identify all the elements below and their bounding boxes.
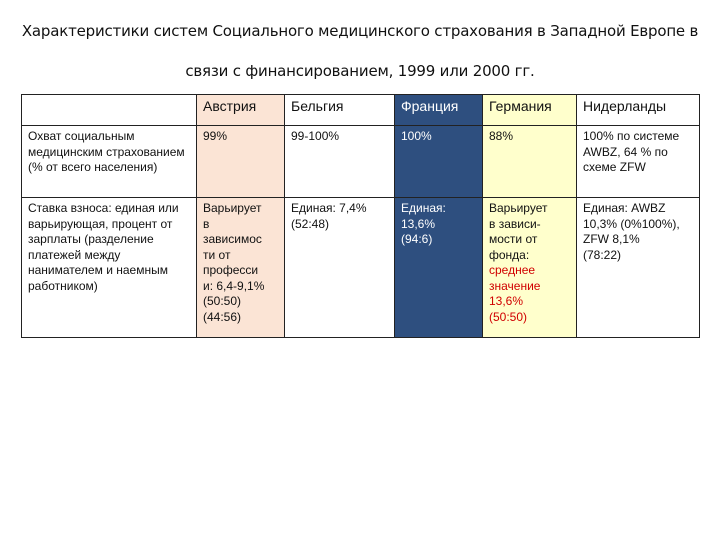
page-subtitle: связи с финансированием, 1999 или 2000 гг. [185, 62, 535, 80]
page-title: Характеристики систем Социального медицинского страхования в Западной Европе в [21, 22, 699, 40]
cell-line: Единая: [401, 201, 446, 215]
cell-netherlands-contribution [577, 198, 700, 338]
cell-line: 13,6% [401, 216, 436, 231]
cell-france-coverage: 100% [395, 126, 483, 198]
highlight-line: (50:50) [489, 309, 528, 324]
header-germany: Германия [483, 95, 577, 126]
cell-austria-contribution [197, 198, 285, 338]
cell-germany-contribution [483, 198, 577, 338]
cell-netherlands-coverage: 100% по системе AWBZ, 64 % по схеме ZFW [577, 126, 700, 198]
cell-line: в [203, 216, 210, 231]
cell-line: и: 6,4-9,1% [203, 278, 265, 293]
cell-line: Варьирует [489, 201, 548, 215]
cell-austria-coverage: 99% [197, 126, 285, 198]
cell-line: Варьирует [203, 201, 262, 215]
cell-line: (94:6) [401, 232, 433, 246]
cell-france-contribution [395, 198, 483, 338]
cell-belgium-coverage: 99-100% [285, 126, 395, 198]
header-belgium: Бельгия [285, 95, 395, 126]
highlight-line: 13,6% [489, 294, 524, 308]
cell-line: фонда: [489, 247, 530, 262]
comparison-table [21, 94, 700, 338]
header-austria: Австрия [197, 95, 285, 126]
cell-belgium-contribution: Единая: 7,4% (52:48) [285, 198, 395, 338]
cell-line: (44:56) [203, 309, 242, 324]
row-label-coverage: Охват социальным медицинским страхованием (% от всего населения) [22, 126, 197, 198]
highlight-line: значение [489, 278, 541, 293]
cell-line: зависимос [203, 232, 262, 246]
table-row [22, 198, 700, 338]
header-netherlands: Нидерланды [577, 95, 700, 126]
table-row [22, 126, 700, 198]
cell-line: 10,3% (0%100%), [583, 216, 680, 231]
header-corner-cell [22, 95, 197, 126]
cell-line: (78:22) [583, 247, 622, 262]
cell-line: Единая: AWBZ [583, 201, 666, 215]
header-france: Франция [395, 95, 483, 126]
cell-line: професси [203, 263, 259, 277]
row-label-contribution: Ставка взноса: единая или варьирующая, процент от зарплаты (разделение платежей между нанимателем и наемным работником) [22, 198, 197, 338]
cell-line: ти от [203, 247, 231, 262]
cell-line: в зависи- [489, 216, 541, 231]
table-header-row [22, 95, 700, 126]
cell-line: ZFW 8,1% [583, 232, 640, 246]
cell-line: мости от [489, 232, 538, 246]
highlight-line: среднее [489, 263, 536, 277]
cell-germany-coverage: 88% [483, 126, 577, 198]
cell-line: (50:50) [203, 294, 242, 308]
